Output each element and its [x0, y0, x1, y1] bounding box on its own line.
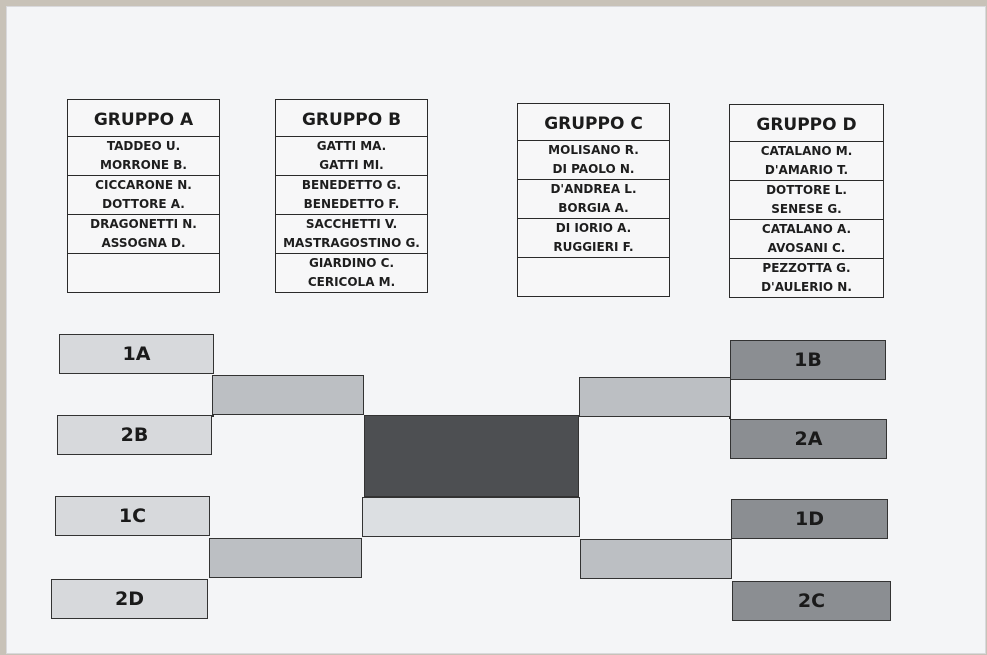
left-semifinal-top — [212, 375, 364, 415]
player-name: BENEDETTO G. — [301, 178, 402, 192]
player-name: DOTTORE L. — [766, 183, 847, 197]
player-name: AVOSANI C. — [767, 241, 846, 255]
player-name: SACCHETTI V. — [305, 217, 398, 231]
group-d-table — [729, 104, 884, 298]
final-box — [364, 415, 579, 497]
pair — [276, 176, 427, 215]
group-b-title: GRUPPO B — [276, 100, 427, 137]
group-a-table — [67, 99, 220, 293]
pair — [518, 141, 669, 180]
bracket-slot-2b: 2B — [57, 415, 212, 455]
player-name — [518, 258, 669, 277]
player-name: BENEDETTO F. — [303, 197, 400, 211]
pair — [68, 254, 219, 292]
pair — [518, 180, 669, 219]
player-name — [518, 277, 669, 296]
bracket-slot-2c: 2C — [732, 581, 891, 621]
player-name: MASTRAGOSTINO G. — [283, 236, 420, 250]
player-name: GATTI MI. — [319, 158, 384, 172]
player-name: D'AMARIO T. — [764, 163, 849, 177]
player-name: GATTI MA. — [316, 139, 387, 153]
pair — [730, 181, 883, 220]
player-name — [68, 254, 219, 273]
connector-line — [729, 417, 731, 419]
player-name: CATALANO A. — [761, 222, 852, 236]
left-semifinal-bottom — [209, 538, 362, 578]
bracket-slot-2a: 2A — [730, 419, 887, 459]
pair — [68, 137, 219, 176]
tournament-sheet — [6, 6, 986, 654]
pair — [276, 137, 427, 176]
pair — [730, 220, 883, 259]
player-name: GIARDINO C. — [308, 256, 395, 270]
pair — [730, 259, 883, 297]
pair — [68, 215, 219, 254]
player-name: PEZZOTTA G. — [762, 261, 851, 275]
connector-line — [212, 415, 214, 417]
player-name: SENESE G. — [771, 202, 842, 216]
group-c-title: GRUPPO C — [518, 104, 669, 141]
player-name: D'AULERIO N. — [761, 280, 852, 294]
pair — [276, 254, 427, 292]
player-name: DI PAOLO N. — [552, 162, 635, 176]
bracket-slot-1d: 1D — [731, 499, 888, 539]
pair — [276, 215, 427, 254]
right-semifinal-top — [579, 377, 731, 417]
right-semifinal-bottom — [580, 539, 732, 579]
player-name: D'ANDREA L. — [550, 182, 637, 196]
player-name: DOTTORE A. — [102, 197, 185, 211]
pair — [68, 176, 219, 215]
third-place-box — [362, 497, 580, 537]
pair — [730, 142, 883, 181]
group-c-table — [517, 103, 670, 297]
player-name: TADDEO U. — [106, 139, 181, 153]
player-name: DRAGONETTI N. — [90, 217, 197, 231]
group-a-title: GRUPPO A — [68, 100, 219, 137]
bracket-slot-2d: 2D — [51, 579, 208, 619]
bracket-slot-1c: 1C — [55, 496, 210, 536]
pair — [518, 219, 669, 258]
player-name: CATALANO M. — [760, 144, 853, 158]
bracket-slot-1a: 1A — [59, 334, 214, 374]
player-name: DI IORIO A. — [555, 221, 632, 235]
bracket-slot-1b: 1B — [730, 340, 886, 380]
player-name: CICCARONE N. — [95, 178, 192, 192]
group-b-table — [275, 99, 428, 293]
player-name: RUGGIERI F. — [553, 240, 634, 254]
player-name: BORGIA A. — [558, 201, 629, 215]
pair — [518, 258, 669, 296]
player-name: ASSOGNA D. — [101, 236, 186, 250]
player-name: MORRONE B. — [100, 158, 187, 172]
group-d-title: GRUPPO D — [730, 105, 883, 142]
player-name: MOLISANO R. — [548, 143, 639, 157]
player-name — [68, 273, 219, 292]
player-name: CERICOLA M. — [307, 275, 396, 289]
